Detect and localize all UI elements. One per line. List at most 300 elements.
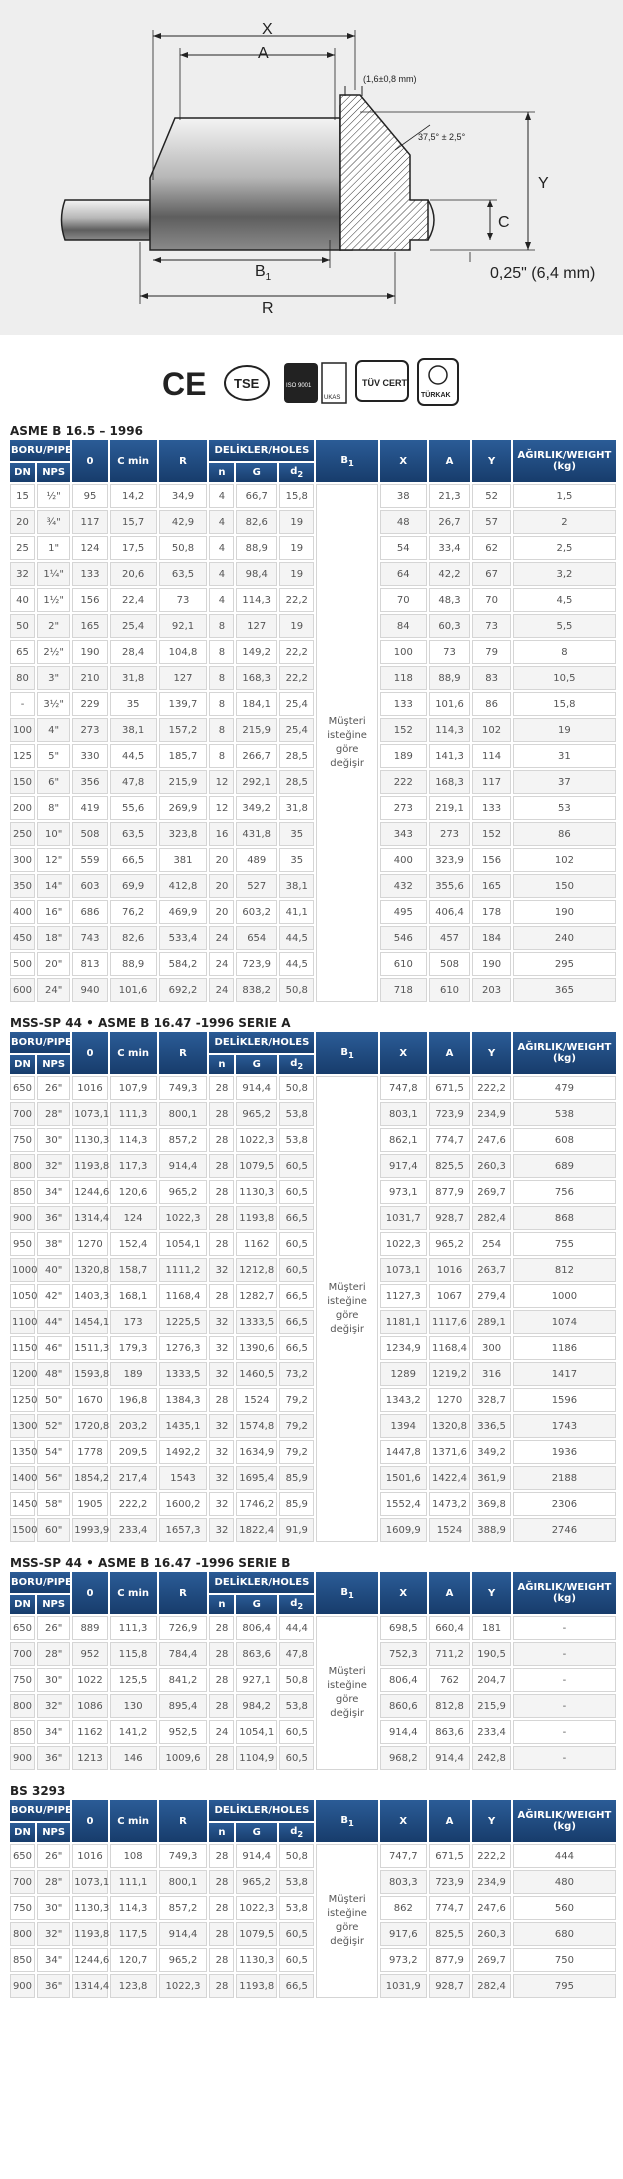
table-cell: 1460,5	[236, 1362, 277, 1386]
table-cell: 98,4	[236, 562, 277, 586]
header-dn: DN	[10, 1055, 35, 1074]
table-cell: 1270	[429, 1388, 471, 1412]
table-cell: 104,8	[159, 640, 208, 664]
table-cell: 28	[209, 1232, 234, 1256]
table-cell: 5"	[37, 744, 70, 768]
table-cell: 200	[10, 796, 35, 820]
table-cell: 70	[380, 588, 427, 612]
table-cell: 350	[10, 874, 35, 898]
table-cell: 24	[209, 926, 234, 950]
table-cell: 1936	[513, 1440, 616, 1464]
table-cell: 660,4	[429, 1616, 471, 1640]
table-cell: 431,8	[236, 822, 277, 846]
table-cell: 3"	[37, 666, 70, 690]
table-cell: 650	[10, 1076, 35, 1100]
table-cell: 247,6	[472, 1896, 511, 1920]
table-cell: 1213	[72, 1746, 107, 1770]
header-cmin: C min	[110, 440, 157, 482]
table-cell: 1127,3	[380, 1284, 427, 1308]
table-cell: 850	[10, 1948, 35, 1972]
table-cell: 19	[279, 510, 314, 534]
table-cell: 124	[72, 536, 107, 560]
header-d2: $d_2$	[279, 1055, 314, 1074]
table-cell: 73	[159, 588, 208, 612]
table-row	[10, 1466, 616, 1490]
table-cell: 32	[209, 1492, 234, 1516]
table-row	[10, 1154, 616, 1178]
table-cell: 698,5	[380, 1616, 427, 1640]
table-cell: 723,9	[429, 1870, 471, 1894]
table-cell: 750	[10, 1128, 35, 1152]
table-cell: 749,3	[159, 1076, 208, 1100]
table-cell: 203,2	[110, 1414, 157, 1438]
table-cell: 295	[513, 952, 616, 976]
table-row	[10, 1668, 616, 1692]
table-cell: 38,1	[279, 874, 314, 898]
table-cell: 28,5	[279, 744, 314, 768]
table-row	[10, 1948, 616, 1972]
table-cell: 114,3	[429, 718, 471, 742]
table-cell: 217,4	[110, 1466, 157, 1490]
table-cell: 46"	[37, 1336, 70, 1360]
table-row	[10, 1922, 616, 1946]
table-cell: -	[513, 1746, 616, 1770]
table-cell: 952	[72, 1642, 107, 1666]
table-cell: 53,8	[279, 1694, 314, 1718]
table-cell: 260,3	[472, 1154, 511, 1178]
table-cell: 279,4	[472, 1284, 511, 1308]
table-cell: 24	[209, 1720, 234, 1744]
ce-mark-icon	[162, 366, 206, 402]
table-cell: 233,4	[110, 1518, 157, 1542]
table-cell: 4	[209, 536, 234, 560]
table-cell: 1394	[380, 1414, 427, 1438]
table-row	[10, 822, 616, 846]
dim-tolerance-label: (1,6±0,8 mm)	[363, 74, 417, 84]
table-cell: 60,3	[429, 614, 471, 638]
table-cell: 35	[279, 848, 314, 872]
table-cell: 52	[472, 484, 511, 508]
table-cell: 1079,5	[236, 1922, 277, 1946]
table-cell: 1390,6	[236, 1336, 277, 1360]
header-nps: NPS	[37, 463, 70, 482]
table-cell: 179,3	[110, 1336, 157, 1360]
table-cell: 189	[110, 1362, 157, 1386]
table-cell: 168,3	[236, 666, 277, 690]
table-cell: 2"	[37, 614, 70, 638]
flange-drawing-svg	[0, 0, 623, 335]
table-cell: 32	[209, 1466, 234, 1490]
table-row	[10, 1310, 616, 1334]
table-cell: 1543	[159, 1466, 208, 1490]
table-row	[10, 510, 616, 534]
header-x: X	[380, 1572, 427, 1614]
table-cell: 240	[513, 926, 616, 950]
table-cell: 654	[236, 926, 277, 950]
table-cell: 28	[209, 1206, 234, 1230]
table-cell: 190,5	[472, 1642, 511, 1666]
table-row	[10, 1258, 616, 1282]
table-cell: 210	[72, 666, 107, 690]
table-cell: 118	[380, 666, 427, 690]
table-cell: 316	[472, 1362, 511, 1386]
table-cell: 803,1	[380, 1102, 427, 1126]
table-cell: 755	[513, 1232, 616, 1256]
table-cell: 28	[209, 1948, 234, 1972]
table-cell: 1743	[513, 1414, 616, 1438]
table-cell: 28	[209, 1746, 234, 1770]
table-cell: 750	[513, 1948, 616, 1972]
header-x: X	[380, 1800, 427, 1842]
table-cell: 44,5	[279, 952, 314, 976]
table-cell: 914,4	[236, 1076, 277, 1100]
table-cell: 115,8	[110, 1642, 157, 1666]
table-row	[10, 770, 616, 794]
table-cell: 608	[513, 1128, 616, 1152]
table-cell: 234,9	[472, 1102, 511, 1126]
table-cell: 1073,1	[72, 1102, 107, 1126]
table-cell: 114,3	[110, 1896, 157, 1920]
table-cell: 469,9	[159, 900, 208, 924]
header-g: G	[236, 1823, 277, 1842]
table-cell: 806,4	[236, 1616, 277, 1640]
table-cell: 850	[10, 1720, 35, 1744]
table-cell: 32	[209, 1440, 234, 1464]
table-cell: 16"	[37, 900, 70, 924]
header-nps: NPS	[37, 1823, 70, 1842]
table-cell: 1022,3	[236, 1128, 277, 1152]
table-cell: 79	[472, 640, 511, 664]
table-cell: 21,3	[429, 484, 471, 508]
table-cell: 1¼"	[37, 562, 70, 586]
table-cell: 457	[429, 926, 471, 950]
table-cell: 1634,9	[236, 1440, 277, 1464]
table-cell: -	[513, 1642, 616, 1666]
table-cell: 32"	[37, 1922, 70, 1946]
table-cell: 803,3	[380, 1870, 427, 1894]
table-cell: 1050	[10, 1284, 35, 1308]
table-cell: 133	[472, 796, 511, 820]
table-cell: 44,4	[279, 1616, 314, 1640]
table-cell: 800	[10, 1922, 35, 1946]
table-cell: 1031,9	[380, 1974, 427, 1998]
table-cell: 234,9	[472, 1870, 511, 1894]
table-cell: 42"	[37, 1284, 70, 1308]
table-cell: 1695,4	[236, 1466, 277, 1490]
tuv-cert-icon	[356, 361, 408, 401]
table-cell: 28	[209, 1154, 234, 1178]
table-cell: 863,6	[429, 1720, 471, 1744]
table-cell: 58"	[37, 1492, 70, 1516]
table-cell: 50,8	[279, 1668, 314, 1692]
table-cell: 66,5	[279, 1336, 314, 1360]
table-cell: 48,3	[429, 588, 471, 612]
table-cell: 54"	[37, 1440, 70, 1464]
table-cell: 1054,1	[236, 1720, 277, 1744]
table-cell: 2,5	[513, 536, 616, 560]
table-cell: 1657,3	[159, 1518, 208, 1542]
table-cell: 50,8	[159, 536, 208, 560]
table-cell: 1670	[72, 1388, 107, 1412]
table-cell: 973,2	[380, 1948, 427, 1972]
table-row	[10, 1336, 616, 1360]
table-cell: 718	[380, 978, 427, 1002]
table-cell: 1150	[10, 1336, 35, 1360]
table-cell: 26"	[37, 1076, 70, 1100]
table-cell: 1219,2	[429, 1362, 471, 1386]
table-cell: 812,8	[429, 1694, 471, 1718]
table-cell: 1778	[72, 1440, 107, 1464]
table-cell: 1524	[236, 1388, 277, 1412]
table-cell: 747,7	[380, 1844, 427, 1868]
table-cell: 53,8	[279, 1128, 314, 1152]
table-cell: 1073,1	[380, 1258, 427, 1282]
table-cell: 2746	[513, 1518, 616, 1542]
table-cell: 168,1	[110, 1284, 157, 1308]
table-cell: 125	[10, 744, 35, 768]
table-cell: 1403,3	[72, 1284, 107, 1308]
table-cell: 86	[472, 692, 511, 716]
table-cell: 32	[209, 1414, 234, 1438]
header-holes: DELİKLER/HOLES	[209, 1800, 314, 1821]
table-cell: 774,7	[429, 1128, 471, 1152]
table-cell: 800	[10, 1694, 35, 1718]
table-cell: 508	[429, 952, 471, 976]
table-cell: 273	[380, 796, 427, 820]
table-cell: 32	[209, 1518, 234, 1542]
table-cell: 900	[10, 1746, 35, 1770]
table-cell: 1500	[10, 1518, 35, 1542]
table-cell: 1073,1	[72, 1870, 107, 1894]
table-cell: 1016	[429, 1258, 471, 1282]
table-cell: 1593,8	[72, 1362, 107, 1386]
table-cell: 120,7	[110, 1948, 157, 1972]
header-b1: $B_1$	[316, 1800, 377, 1842]
table-cell: 64	[380, 562, 427, 586]
table-cell: 1200	[10, 1362, 35, 1386]
table-cell: 102	[513, 848, 616, 872]
table-cell: 85,9	[279, 1466, 314, 1490]
header-o: 0	[72, 440, 107, 482]
table-row	[10, 588, 616, 612]
table-cell: 66,5	[279, 1284, 314, 1308]
table-cell: 32	[209, 1336, 234, 1360]
table-cell: 70	[472, 588, 511, 612]
table-cell: 44,5	[279, 926, 314, 950]
table-cell: 111,3	[110, 1102, 157, 1126]
table-cell: 47,8	[279, 1642, 314, 1666]
table-cell: 750	[10, 1896, 35, 1920]
table-cell: 24"	[37, 978, 70, 1002]
table-cell: 984,2	[236, 1694, 277, 1718]
header-n: n	[209, 463, 234, 482]
table-cell: 1574,8	[236, 1414, 277, 1438]
table-cell: 47,8	[110, 770, 157, 794]
table-row	[10, 1206, 616, 1230]
table-cell: 20	[209, 874, 234, 898]
table-cell: 12"	[37, 848, 70, 872]
table-cell: 28,5	[279, 770, 314, 794]
table-cell: 1524	[429, 1518, 471, 1542]
table-row	[10, 978, 616, 1002]
table-cell: 841,2	[159, 1668, 208, 1692]
table-row	[10, 692, 616, 716]
table-cell: 1822,4	[236, 1518, 277, 1542]
table-cell: ½"	[37, 484, 70, 508]
table-cell: 361,9	[472, 1466, 511, 1490]
table-cell: 130	[110, 1694, 157, 1718]
table-cell: 35	[110, 692, 157, 716]
table-cell: 60,5	[279, 1922, 314, 1946]
table-cell: 527	[236, 874, 277, 898]
table-cell: 795	[513, 1974, 616, 1998]
header-o: 0	[72, 1032, 107, 1074]
table-cell: 857,2	[159, 1896, 208, 1920]
dim-b1-label: $B_1$	[255, 263, 272, 283]
table-cell: 66,5	[279, 1974, 314, 1998]
table-title: MSS-SP 44 • ASME B 16.47 -1996 SERIE B	[10, 1556, 291, 1570]
header-b1: $B_1$	[316, 1032, 377, 1074]
table-cell: 1100	[10, 1310, 35, 1334]
ukas-icon	[322, 363, 346, 403]
table-cell: 50,8	[279, 1076, 314, 1100]
spec-table	[8, 438, 618, 1004]
dim-x-label: X	[262, 21, 273, 38]
table-cell: 412,8	[159, 874, 208, 898]
table-cell: 8	[209, 718, 234, 742]
header-g: G	[236, 463, 277, 482]
table-row	[10, 1362, 616, 1386]
table-cell: 32"	[37, 1694, 70, 1718]
table-cell: 84	[380, 614, 427, 638]
table-cell: 965,2	[429, 1232, 471, 1256]
table-cell: 215,9	[236, 718, 277, 742]
table-cell: 102	[472, 718, 511, 742]
table-cell: 152	[380, 718, 427, 742]
table-cell: -	[513, 1668, 616, 1692]
table-cell: 85,9	[279, 1492, 314, 1516]
table-cell: 12	[209, 770, 234, 794]
table-cell: 700	[10, 1102, 35, 1126]
header-cmin: C min	[110, 1572, 157, 1614]
header-b1: $B_1$	[316, 440, 377, 482]
table-row	[10, 1180, 616, 1204]
table-cell: 34,9	[159, 484, 208, 508]
table-cell: 289,1	[472, 1310, 511, 1334]
table-row	[10, 1896, 616, 1920]
table-cell: 356	[72, 770, 107, 794]
table-cell: 1350	[10, 1440, 35, 1464]
table-cell: 66,5	[279, 1310, 314, 1334]
header-g: G	[236, 1595, 277, 1614]
table-cell: 862	[380, 1896, 427, 1920]
table-cell: 42,2	[429, 562, 471, 586]
table-cell: 32	[209, 1258, 234, 1282]
table-cell: 756	[513, 1180, 616, 1204]
table-cell: 19	[279, 562, 314, 586]
table-row	[10, 900, 616, 924]
table-row	[10, 484, 616, 508]
header-nps: NPS	[37, 1595, 70, 1614]
table-cell: 914,4	[380, 1720, 427, 1744]
table-cell: 330	[72, 744, 107, 768]
table-cell: 1016	[72, 1844, 107, 1868]
table-cell: 16	[209, 822, 234, 846]
table-cell: 31,8	[110, 666, 157, 690]
table-cell: 349,2	[472, 1440, 511, 1464]
table-row	[10, 614, 616, 638]
table-cell: 31,8	[279, 796, 314, 820]
table-cell: 35	[279, 822, 314, 846]
table-cell: 30"	[37, 1668, 70, 1692]
header-pipe: BORU/PIPE	[10, 440, 70, 461]
table-cell: 158,7	[110, 1258, 157, 1282]
spec-table	[8, 1798, 618, 2000]
table-cell: 400	[380, 848, 427, 872]
table-cell: 868	[513, 1206, 616, 1230]
table-cell: 38	[380, 484, 427, 508]
hub-body	[150, 118, 340, 250]
header-weight: AĞIRLIK/WEIGHT (kg)	[513, 1032, 616, 1074]
table-cell: 2188	[513, 1466, 616, 1490]
table-cell: 1250	[10, 1388, 35, 1412]
table-cell: 3½"	[37, 692, 70, 716]
table-row	[10, 926, 616, 950]
table-cell: -	[513, 1694, 616, 1718]
table-cell: 323,8	[159, 822, 208, 846]
table-cell: 300	[472, 1336, 511, 1360]
header-x: X	[380, 440, 427, 482]
table-cell: 857,2	[159, 1128, 208, 1152]
table-cell: 28	[209, 1180, 234, 1204]
table-cell: 14,2	[110, 484, 157, 508]
table-cell: 1473,2	[429, 1492, 471, 1516]
table-cell: 450	[10, 926, 35, 950]
table-cell: 141,2	[110, 1720, 157, 1744]
table-cell: 480	[513, 1870, 616, 1894]
table-cell: 1609,9	[380, 1518, 427, 1542]
table-cell: 25,4	[279, 692, 314, 716]
table-row	[10, 1128, 616, 1152]
table-cell: 914,4	[236, 1844, 277, 1868]
header-n: n	[209, 1055, 234, 1074]
table-cell: 400	[10, 900, 35, 924]
table-cell: 184,1	[236, 692, 277, 716]
table-cell: 20	[209, 848, 234, 872]
table-cell: 10"	[37, 822, 70, 846]
table-cell: 30"	[37, 1896, 70, 1920]
header-pipe: BORU/PIPE	[10, 1572, 70, 1593]
table-row	[10, 1284, 616, 1308]
table-cell: 4	[209, 510, 234, 534]
table-cell: 79,2	[279, 1414, 314, 1438]
table-cell: 42,9	[159, 510, 208, 534]
table-cell: 28	[209, 1694, 234, 1718]
table-cell: 15,8	[279, 484, 314, 508]
table-cell: 1417	[513, 1362, 616, 1386]
table-cell: 1074	[513, 1310, 616, 1334]
b1-note: Müşteri isteğine göre değişir	[316, 1844, 377, 1998]
table-cell: 86	[513, 822, 616, 846]
table-cell: 500	[10, 952, 35, 976]
table-cell: 1314,4	[72, 1206, 107, 1230]
table-cell: 1193,8	[236, 1206, 277, 1230]
table-cell: 50,8	[279, 978, 314, 1002]
table-cell: 1596	[513, 1388, 616, 1412]
table-cell: 723,9	[429, 1102, 471, 1126]
table-cell: 1282,7	[236, 1284, 277, 1308]
table-cell: 1450	[10, 1492, 35, 1516]
